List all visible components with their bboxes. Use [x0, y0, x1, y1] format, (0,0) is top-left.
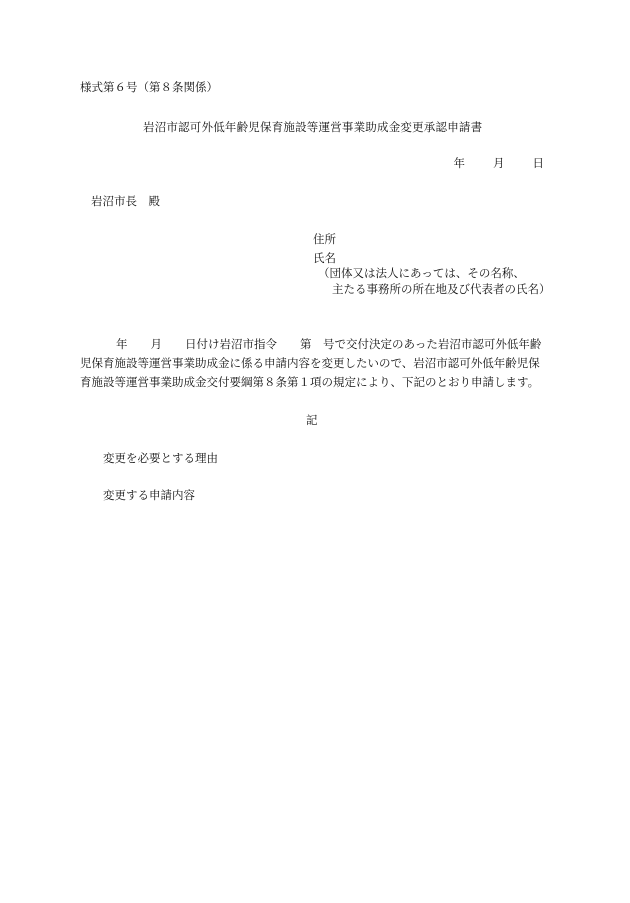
- ki-label: 記: [306, 413, 318, 427]
- item-change-reason: 変更を必要とする理由: [103, 451, 218, 465]
- day-label: 日: [532, 156, 544, 170]
- body-line-3: 育施設等運営事業助成金交付要綱第８条第１項の規定により、下記のとおり申請します。: [80, 375, 540, 389]
- body-line-1: 年 月 日付け岩沼市指令 第 号で交付決定のあった岩沼市認可外低年齢: [116, 337, 542, 351]
- item-change-content: 変更する申請内容: [103, 488, 195, 502]
- body-line-2: 児保育施設等運営事業助成金に係る申請内容を変更したいので、岩沼市認可外低年齢児保: [80, 356, 540, 370]
- form-number: 様式第６号（第８条関係）: [80, 80, 218, 94]
- application-body: [80, 335, 550, 392]
- name-label: 氏名: [313, 251, 336, 265]
- name-note-line1: （団体又は法人にあっては、その名称、: [318, 266, 525, 280]
- addressee: 岩沼市長 殿: [91, 194, 160, 208]
- document-title: 岩沼市認可外低年齢児保育施設等運営事業助成金変更承認申請書: [143, 120, 483, 134]
- name-note-line2: 主たる事務所の所在地及び代表者の氏名）: [332, 282, 551, 296]
- year-label: 年: [453, 156, 465, 170]
- month-label: 月: [493, 156, 505, 170]
- date-line: [454, 156, 545, 170]
- address-label: 住所: [313, 232, 336, 246]
